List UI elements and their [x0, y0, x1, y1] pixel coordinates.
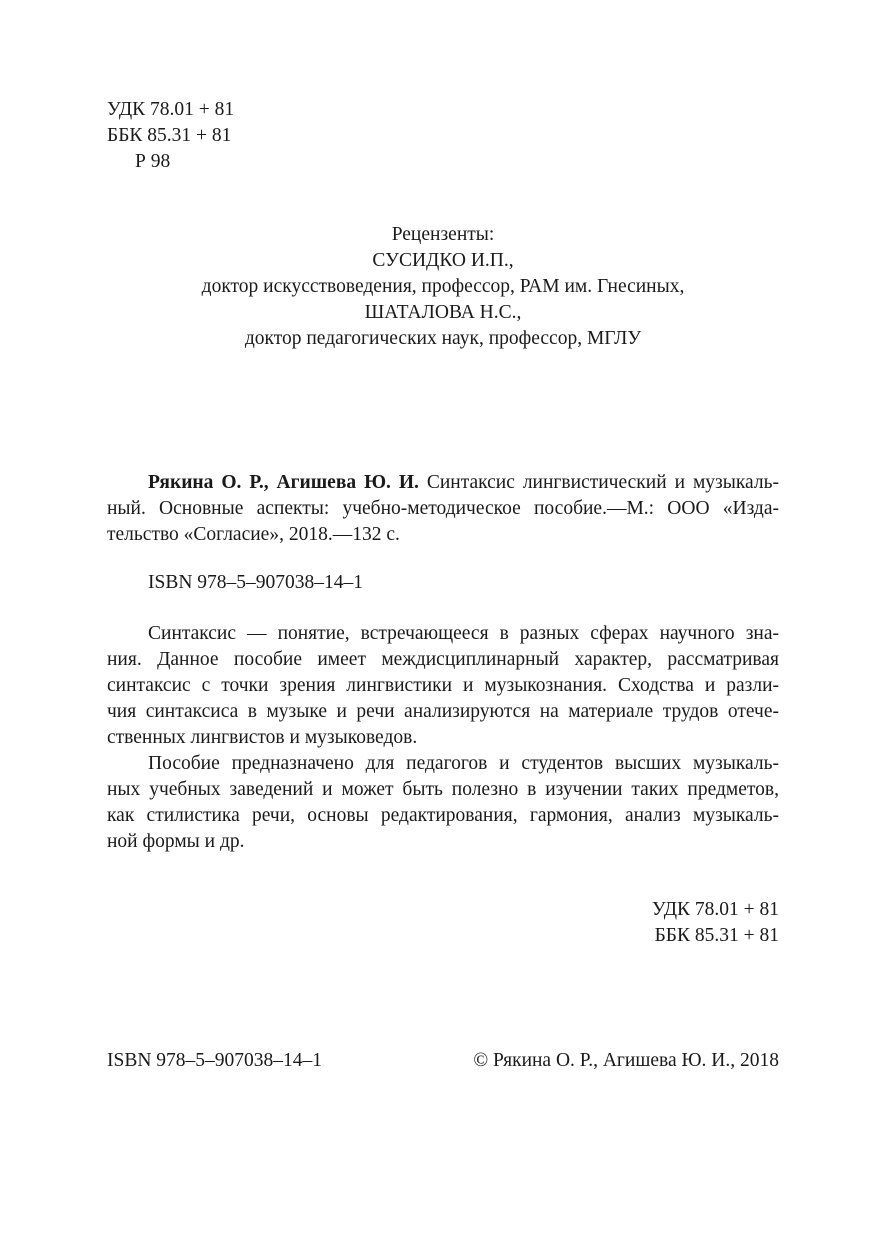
bbk-code-bottom: ББК 85.31 + 81	[654, 925, 779, 946]
annotation-line: ственных лингвистов и музыковедов.	[107, 727, 418, 748]
annotation-line: синтаксис с точки зрения лингвистики и музыкознания. Сходства и разли-	[107, 675, 779, 696]
udk-code-bottom: УДК 78.01 + 81	[651, 899, 779, 920]
annotation-line: ных учебных заведений и может быть полезно в изучении таких предметов,	[107, 779, 779, 800]
biblio-line-3: тельство «Согласие», 2018.—132 с.	[107, 524, 400, 545]
biblio-authors: Рякина О. Р., Агишева Ю. И.	[148, 472, 419, 493]
reviewer-1-name: СУСИДКО И.П.,	[372, 250, 514, 271]
annotation	[107, 621, 779, 855]
isbn-main: ISBN 978–5–907038–14–1	[148, 572, 364, 593]
reviewer-2-description: доктор педагогических наук, профессор, МГЛУ	[244, 328, 642, 349]
reviewer-2-name: ШАТАЛОВА Н.С.,	[364, 302, 522, 323]
reviewers-block	[107, 222, 779, 352]
copyright: © Рякина О. Р., Агишева Ю. И., 2018	[473, 1050, 779, 1071]
bbk-code: ББК 85.31 + 81	[107, 125, 232, 146]
top-classification-codes	[107, 97, 234, 175]
annotation-line: Синтаксис — понятие, встречающееся в разных сферах научного зна-	[148, 623, 779, 644]
annotation-line: Пособие предназначено для педагогов и студентов высших музыкаль-	[148, 753, 779, 774]
annotation-line: ной формы и др.	[107, 831, 245, 852]
biblio-title-part: Синтаксис лингвистический и музыкаль-	[418, 472, 779, 493]
author-mark: Р 98	[135, 151, 171, 172]
annotation-line: как стилистика речи, основы редактирования, гармония, анализ музыкаль-	[107, 805, 779, 826]
annotation-line: чия синтаксиса в музыке и речи анализируются на материале трудов отече-	[107, 701, 779, 722]
reviewers-heading: Рецензенты:	[391, 224, 495, 245]
udk-code: УДК 78.01 + 81	[107, 99, 235, 120]
reviewer-1-description: доктор искусствоведения, профессор, РАМ им. Гнесиных,	[201, 276, 685, 297]
isbn-footer: ISBN 978–5–907038–14–1	[107, 1050, 323, 1071]
biblio-line-1	[107, 470, 779, 496]
bottom-classification-codes	[652, 897, 779, 949]
bibliographic-description	[107, 470, 779, 548]
biblio-line-2: ный. Основные аспекты: учебно-методическое пособие.—М.: ООО «Изда-	[107, 498, 779, 519]
annotation-line: ния. Данное пособие имеет междисциплинарный характер, рассматривая	[107, 649, 779, 670]
